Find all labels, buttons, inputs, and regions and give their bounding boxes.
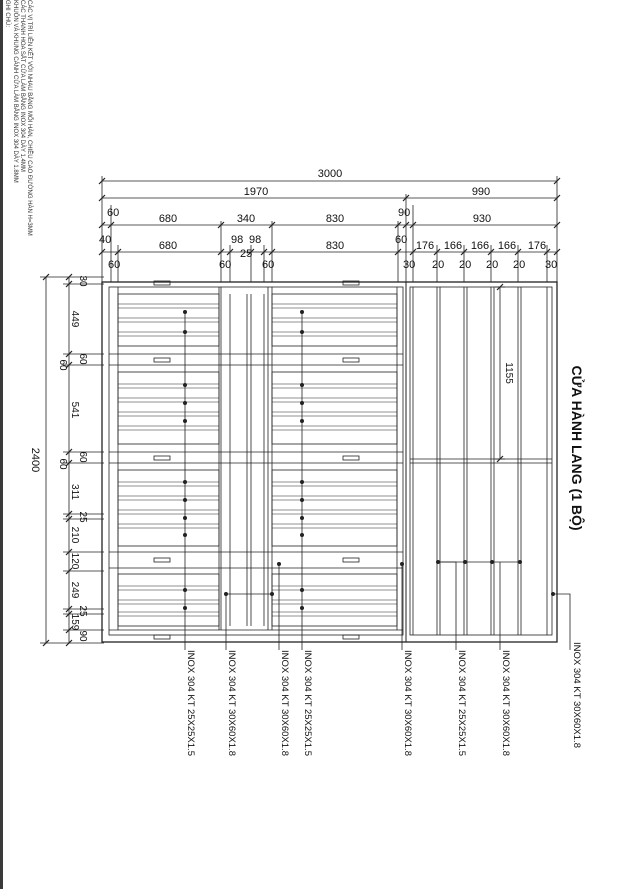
dim-left-9: 210 [69,526,80,544]
dim-r5-3: 30 [403,259,416,271]
callout-4: INOX 304 KT 25X25X1.5 [302,650,313,756]
dim-right-panel: 990 [471,186,491,198]
dim-r5-8: 30 [545,259,558,271]
dim-r4-11: 176 [527,240,547,252]
dim-r3-4: 90 [398,207,411,219]
dim-left-1: 449 [69,310,80,328]
dim-r4-2: 98 [231,234,244,246]
dim-r4-5: 830 [325,240,345,252]
callout-1: INOX 304 KT 25X25X1.5 [185,650,196,756]
dim-r5-7: 20 [513,259,526,271]
dim-r3-2: 340 [236,213,256,225]
dim-left-4: 541 [69,401,80,419]
dim-left-7: 311 [69,484,80,500]
dim-left-11: 249 [69,581,80,599]
drawing-title: CỬA HÀNH LANG (1 BỘ) [569,365,585,531]
dim-r5-1: 60 [219,259,232,271]
dim-r4-0: 40 [99,234,112,246]
dim-r3-5: 930 [472,213,492,225]
dim-r5-2: 60 [262,259,275,271]
callout-2: INOX 304 KT 30X60X1.8 [226,650,237,756]
dim-r4-4: 98 [249,234,262,246]
callout-8: INOX 304 KT 30X60X1.8 [571,642,582,748]
dim-left-12: 25 [77,605,88,617]
callout-3: INOX 304 KT 30X60X1.8 [279,650,290,756]
dim-r3-3: 830 [325,213,345,225]
dim-total-width: 3000 [317,168,343,180]
dim-r3-1: 680 [158,213,178,225]
note-line-1: KHUÔN VÀ KHUNG CÁNH CỬA LÀM BẰNG INOX 304 DÀY 1.8MM [12,0,18,183]
callout-5: INOX 304 KT 30X60X1.8 [402,650,413,756]
dim-left-13: 159 [69,613,80,631]
dim-left-8: 25 [77,511,88,523]
dim-left-0: 30 [77,275,88,287]
note-line-3: CÁC VỊ TRÍ LIÊN KẾT VỚI NHAU BẰNG MỐI HÀN, CHIỀU CAO ĐƯỜNG HÀN H=3MM [26,0,32,236]
dim-left-5: 60 [77,451,88,463]
dim-r3-0: 60 [107,207,120,219]
dim-left-10: 120 [69,552,80,570]
notes-heading: GHI CHÚ: [4,0,10,27]
dim-r4-10: 166 [497,240,517,252]
dim-r4-6: 60 [395,234,408,246]
callout-7: INOX 304 KT 30X60X1.8 [500,650,511,756]
dim-total-height: 2400 [29,447,41,473]
dim-r4-3: 25 [240,248,253,260]
dim-r5-5: 20 [459,259,472,271]
dim-inner-height: 1155 [503,362,514,384]
dim-r4-1: 680 [158,240,178,252]
dim-r5-4: 20 [432,259,445,271]
dim-r4-9: 166 [470,240,490,252]
dim-r4-7: 176 [415,240,435,252]
dim-left-3: 60 [57,359,68,371]
dim-left-leaf: 1970 [243,186,269,198]
dim-left-2: 60 [77,353,88,365]
dim-left-6: 60 [57,458,68,470]
dim-r5-0: 60 [108,259,121,271]
dim-r5-6: 20 [486,259,499,271]
note-line-2: CÁC THANH HOA SẮT CỬA LÀM BẰNG INOX 304 DÀY 1.4MM [19,0,25,172]
callout-6: INOX 304 KT 25X25X1.5 [456,650,467,756]
dim-left-14: 90 [77,630,88,642]
dim-r4-8: 166 [443,240,463,252]
